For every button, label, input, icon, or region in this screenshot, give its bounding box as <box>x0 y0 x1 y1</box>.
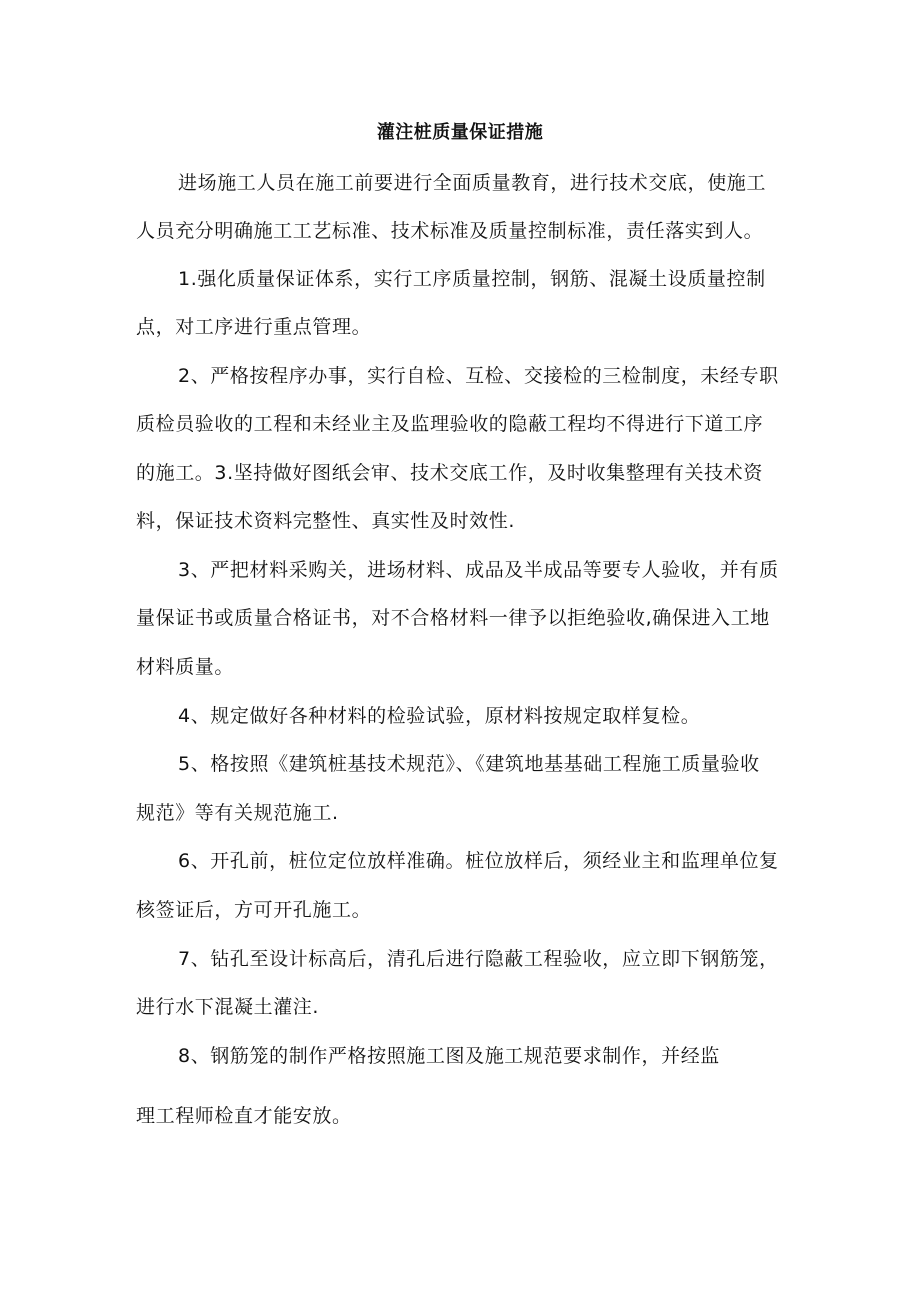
text-line: 点，对工序进行重点管理。 <box>136 316 372 338</box>
text-line: 4、规定做好各种材料的检验试验，原材料按规定取样复检。 <box>178 705 701 727</box>
text-line: 的施工。3.坚持做好图纸会审、技术交底工作，及时收集整理有关技术资 <box>136 462 763 484</box>
text-line: 规范》等有关规范施工. <box>136 802 339 824</box>
text-line: 1.强化质量保证体系，实行工序质量控制，钢筋、混凝土设质量控制 <box>178 268 766 290</box>
text-line: 量保证书或质量合格证书，对不合格材料一律予以拒绝验收,确保进入工地 <box>136 607 770 629</box>
text-line: 5、格按照《建筑桩基技术规范》、《建筑地基基础工程施工质量验收 <box>178 753 760 775</box>
text-line: 8、钢筋笼的制作严格按照施工图及施工规范要求制作，并经监 <box>178 1045 720 1067</box>
text-line: 7、钻孔至设计标高后，清孔后进行隐蔽工程验收，应立即下钢筋笼， <box>178 948 779 970</box>
document-title: 灌注桩质量保证措施 <box>376 122 544 143</box>
text-line: 2、严格按程序办事，实行自检、互检、交接检的三检制度，未经专职 <box>178 365 779 387</box>
text-line: 人员充分明确施工工艺标准、技术标准及质量控制标准，责任落实到人。 <box>136 220 764 242</box>
text-line: 进场施工人员在施工前要进行全面质量教育，进行技术交底，使施工 <box>178 172 767 194</box>
text-line: 3、严把材料采购关，进场材料、成品及半成品等要专人验收，并有质 <box>178 559 779 581</box>
text-line: 核签证后，方可开孔施工。 <box>136 899 372 921</box>
text-line: 质检员验收的工程和未经业主及监理验收的隐蔽工程均不得进行下道工序 <box>136 413 764 435</box>
text-line: 进行水下混凝土灌注. <box>136 996 320 1018</box>
text-line: 料，保证技术资料完整性、真实性及时效性. <box>136 510 516 532</box>
text-line: 6、开孔前，桩位定位放样准确。桩位放样后，须经业主和监理单位复 <box>178 850 779 872</box>
text-line: 材料质量。 <box>136 656 235 678</box>
text-line: 理工程师检直才能安放。 <box>136 1105 352 1127</box>
